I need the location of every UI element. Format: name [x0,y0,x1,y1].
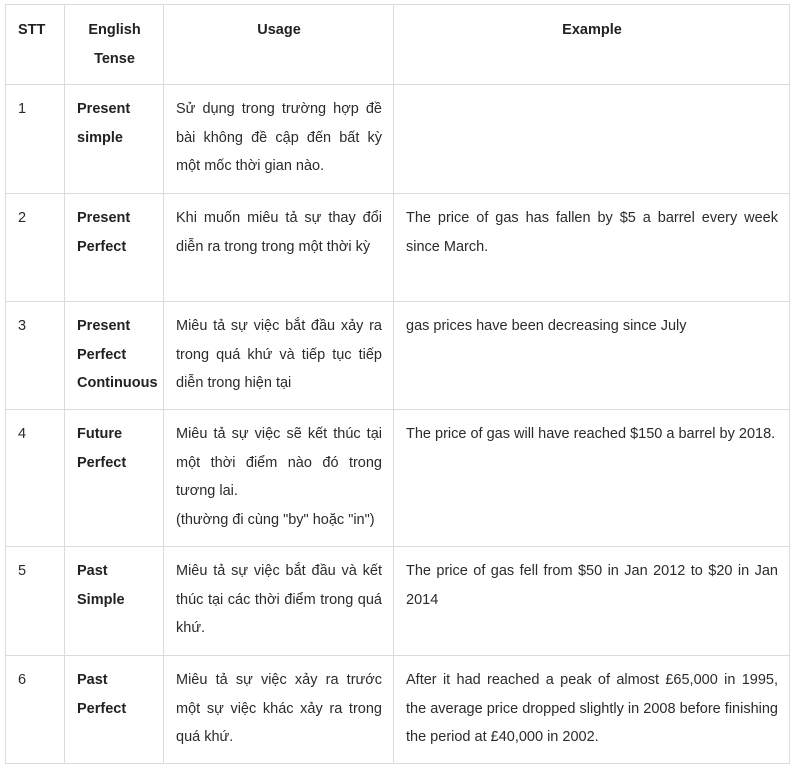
row-tense: Past Simple [65,547,164,656]
usage-text: Sử dụng trong trường hợp đề bài không đề cập đến bất kỳ một mốc thời gian nào. [176,101,382,174]
row-tense: Present Perfect Continuous [65,302,164,410]
table-header-row [6,5,790,85]
usage-note: (thường đi cùng "by" hoặc "in") [176,511,375,528]
row-tense: Present Perfect [65,194,164,302]
usage-text: Khi muốn miêu tả sự thay đổi diễn ra trong trong một thời kỳ [176,210,382,255]
header-stt: STT [6,5,65,85]
table-row [6,656,790,764]
row-example: gas prices have been decreasing since July [394,302,790,410]
row-stt: 1 [6,85,65,194]
row-example: After it had reached a peak of almost £65,000 in 1995, the average price dropped slightly in 2008 before finishing the period at £40,000 in 2002. [394,656,790,764]
row-tense: Future Perfect [65,410,164,547]
row-tense: Past Perfect [65,656,164,764]
row-usage [164,194,394,302]
table-row [6,85,790,194]
row-stt: 5 [6,547,65,656]
usage-text: Miêu tả sự việc bắt đầu xảy ra trong quá khứ và tiếp tục tiếp diễn trong hiện tại [176,318,382,391]
row-usage [164,302,394,410]
row-example: The price of gas has fallen by $5 a barrel every week since March. [394,194,790,302]
tense-table [5,4,790,764]
row-example: The price of gas will have reached $150 a barrel by 2018. [394,410,790,547]
row-example [394,85,790,194]
row-stt: 3 [6,302,65,410]
row-usage [164,410,394,547]
usage-text: Miêu tả sự việc xảy ra trước một sự việc khác xảy ra trong quá khứ. [176,672,382,745]
row-usage [164,656,394,764]
row-stt: 2 [6,194,65,302]
table-row [6,194,790,302]
row-stt: 4 [6,410,65,547]
usage-text: Miêu tả sự việc bắt đầu và kết thúc tại các thời điểm trong quá khứ. [176,563,382,636]
row-example: The price of gas fell from $50 in Jan 2012 to $20 in Jan 2014 [394,547,790,656]
header-usage: Usage [164,5,394,85]
row-usage [164,547,394,656]
table-row [6,302,790,410]
usage-text: Miêu tả sự việc sẽ kết thúc tại một thời điểm nào đó trong tương lai. [176,426,382,499]
header-english-tense: English Tense [65,5,164,85]
table-row [6,547,790,656]
table-row [6,410,790,547]
row-usage [164,85,394,194]
header-example: Example [394,5,790,85]
row-tense: Present simple [65,85,164,194]
row-stt: 6 [6,656,65,764]
